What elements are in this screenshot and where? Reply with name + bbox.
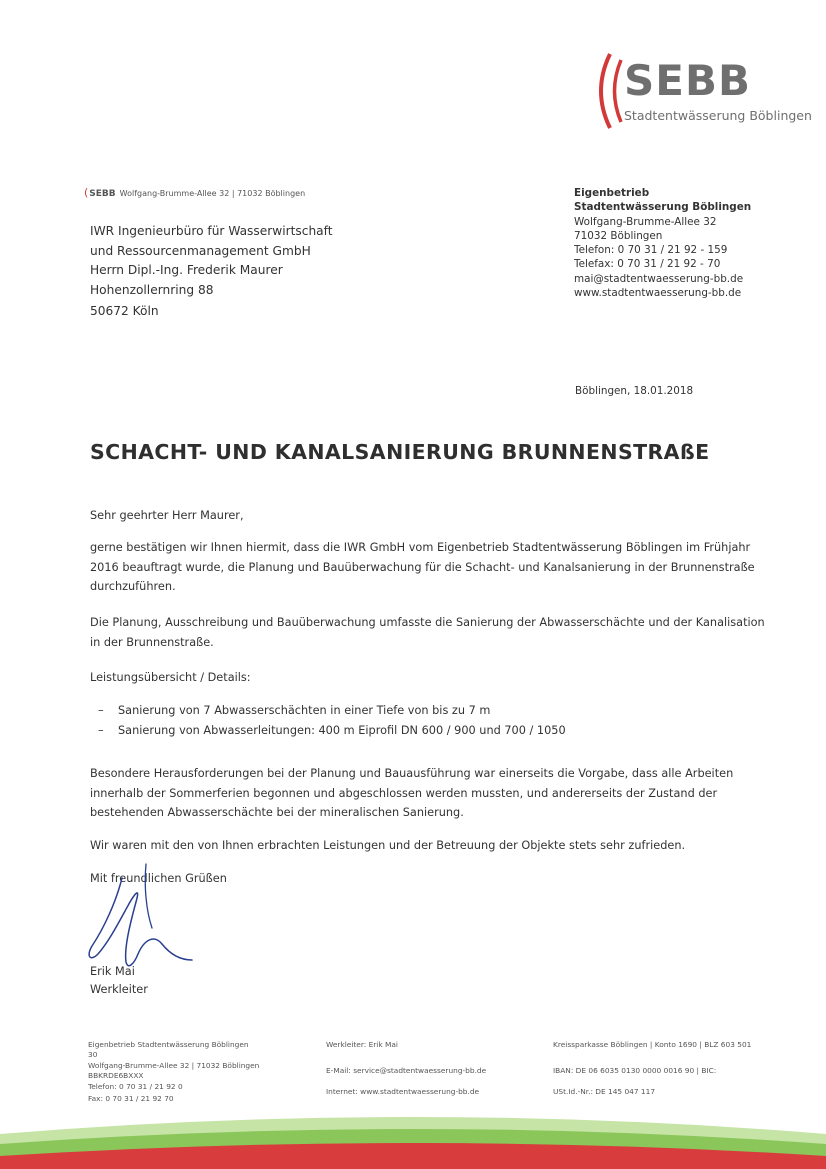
recipient-line-2: und Ressourcenmanagement GmbH bbox=[90, 243, 311, 258]
letter-headline: SCHACHT- UND KANALSANIERUNG BRUNNENSTRAßE bbox=[90, 440, 710, 464]
sebb-logo bbox=[588, 52, 812, 132]
contact-org-2: Stadtentwässerung Böblingen bbox=[574, 201, 752, 214]
footer-line: Eigenbetrieb Stadtentwässerung Böblingen bbox=[88, 1040, 249, 1049]
recipient-address bbox=[90, 222, 333, 322]
bullet-dash: – bbox=[98, 704, 104, 717]
mini-logo: SEBB bbox=[89, 189, 116, 199]
closing: Mit freundlichen Grüßen bbox=[90, 872, 227, 885]
paragraph-1: gerne bestätigen wir Ihnen hiermit, dass die IWR GmbH vom Eigenbetrieb Stadtentwässerung Böblingen im Frühjahr 2016 beauftragt wurde, die Planung und Bauüberwachung für die Schacht- und Kanalsanierung in der Brunnenstraße durchzuführen. bbox=[90, 541, 755, 594]
contact-city: 71032 Böblingen bbox=[574, 229, 663, 242]
contact-block bbox=[574, 186, 751, 300]
recipient-line-1: IWR Ingenieurbüro für Wasserwirtschaft bbox=[90, 224, 333, 238]
contact-org-1: Eigenbetrieb bbox=[574, 187, 650, 199]
logo-subtitle: Stadtentwässerung Böblingen bbox=[624, 108, 812, 123]
sender-address: Wolfgang-Brumme-Allee 32 | 71032 Böblingen bbox=[119, 189, 306, 198]
letter-date: Böblingen, 18.01.2018 bbox=[575, 385, 694, 397]
contact-street: Wolfgang-Brumme-Allee 32 bbox=[574, 215, 717, 228]
footer-line: Werkleiter: Erik Mai bbox=[326, 1040, 398, 1049]
signer-role: Werkleiter bbox=[90, 983, 148, 996]
footer-line[interactable]: Internet: www.stadtentwaesserung-bb.de bbox=[326, 1087, 480, 1097]
recipient-line-5: 50672 Köln bbox=[90, 304, 159, 318]
paragraph-3: Leistungsübersicht / Details: bbox=[90, 671, 251, 684]
footer-col-2 bbox=[326, 1038, 526, 1099]
details-list bbox=[98, 701, 566, 740]
logo-word: SEBB bbox=[624, 56, 751, 105]
signer bbox=[90, 963, 148, 999]
list-item-text: Sanierung von 7 Abwasserschächten in einer Tiefe von bis zu 7 m bbox=[118, 704, 491, 717]
footer-line: USt.Id.-Nr.: DE 145 047 117 bbox=[553, 1087, 656, 1097]
contact-phone: Telefon: 0 70 31 / 21 92 - 159 bbox=[574, 244, 728, 257]
list-item-text: Sanierung von Abwasserleitungen: 400 m Eiprofil DN 600 / 900 und 700 / 1050 bbox=[118, 723, 566, 737]
paragraph-2: Die Planung, Ausschreibung und Bauüberwachung umfasste die Sanierung der Abwasserschächte und der Kanalisation in der Brunnenstraße. bbox=[90, 616, 765, 649]
paragraph-4: Besondere Herausforderungen bei der Planung und Bauausführung war einerseits die Vorgabe, dass alle Arbeiten innerhalb der Sommerferien begonnen und abgeschlossen werden mussten, und andererseits der Zustand der bestehenden Abwasserschächte bei der mineralischen Sanierung. bbox=[90, 767, 734, 820]
logo-arcs-icon bbox=[588, 52, 628, 130]
footer-line: BBKRDE6BXXX bbox=[88, 1071, 144, 1081]
footer-line: Telefon: 0 70 31 / 21 92 0 bbox=[88, 1082, 183, 1092]
footer-col-3 bbox=[553, 1038, 773, 1099]
sender-line bbox=[84, 186, 305, 199]
list-item bbox=[98, 721, 566, 741]
signer-name: Erik Mai bbox=[90, 965, 135, 978]
footer-line: Kreissparkasse Böblingen | Konto 1690 | BLZ 603 501 bbox=[553, 1040, 752, 1049]
footer-waves-icon bbox=[0, 1100, 826, 1169]
footer-line: Fax: 0 70 31 / 21 92 70 bbox=[88, 1093, 174, 1103]
footer-col-1 bbox=[88, 1038, 288, 1104]
signature-icon bbox=[80, 858, 210, 978]
paragraph-5: Wir waren mit den von Ihnen erbrachten Leistungen und der Betreuung der Objekte stets sehr zufrieden. bbox=[90, 839, 686, 852]
bullet-dash: – bbox=[98, 723, 104, 737]
footer-line[interactable]: E-Mail: service@stadtentwaesserung-bb.de bbox=[326, 1066, 487, 1076]
mini-logo-arc-icon: ( bbox=[84, 186, 89, 199]
recipient-line-3: Herrn Dipl.-Ing. Frederik Maurer bbox=[90, 263, 283, 277]
list-item bbox=[98, 701, 566, 721]
contact-email[interactable]: mai@stadtentwaesserung-bb.de bbox=[574, 272, 744, 285]
recipient-line-4: Hohenzollernring 88 bbox=[90, 282, 214, 297]
greeting: Sehr geehrter Herr Maurer, bbox=[90, 509, 244, 522]
footer-line: Wolfgang-Brumme-Allee 32 | 71032 Böblingen bbox=[88, 1061, 260, 1071]
footer-line: IBAN: DE 06 6035 0130 0000 0016 90 | BIC: bbox=[553, 1066, 717, 1076]
footer-line: 30 bbox=[88, 1050, 98, 1060]
contact-fax: Telefax: 0 70 31 / 21 92 - 70 bbox=[574, 258, 721, 271]
contact-web[interactable]: www.stadtentwaesserung-bb.de bbox=[574, 287, 742, 300]
